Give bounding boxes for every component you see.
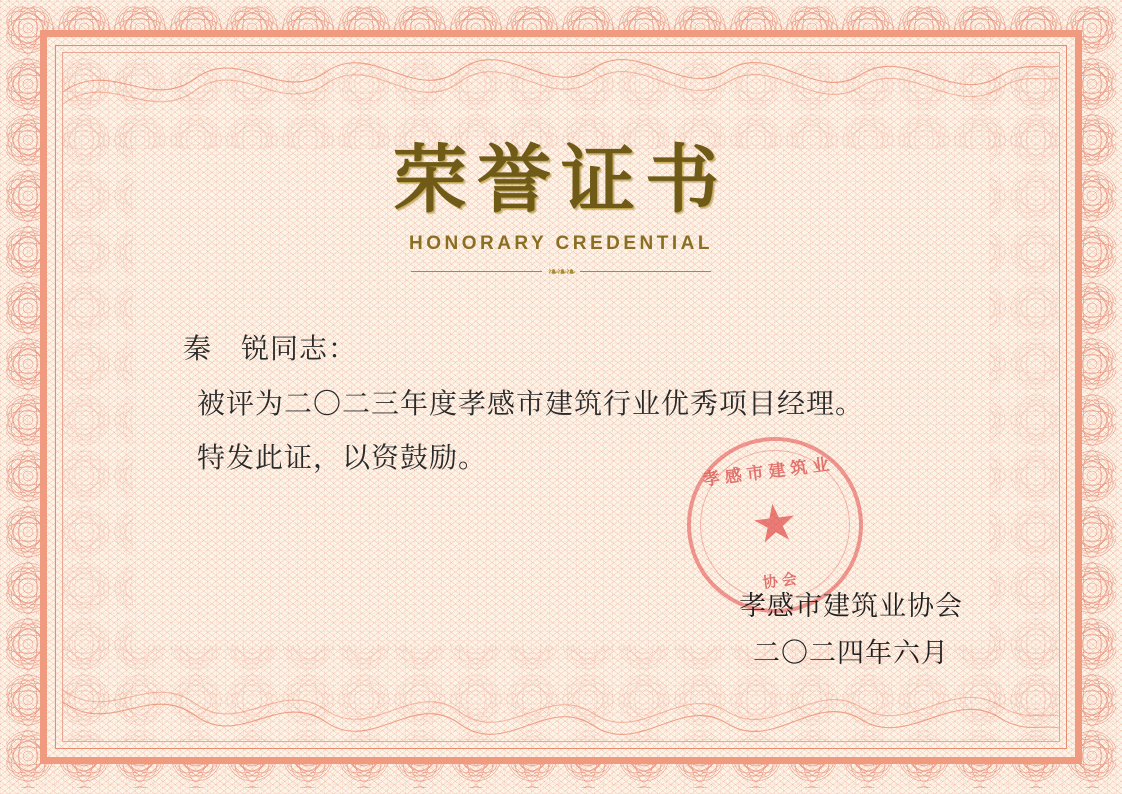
divider-line-right: [580, 271, 711, 272]
divider-line-left: [411, 271, 542, 272]
seal-star-icon: ★: [748, 493, 802, 556]
title-block: [141, 137, 981, 279]
closing-paragraph: 特发此证，以资鼓励。: [197, 441, 488, 475]
seal-top-text: 孝感市建筑业: [701, 454, 836, 490]
signature-block: [739, 583, 963, 678]
certificate-panel: [63, 53, 1059, 741]
title-divider: [411, 265, 711, 278]
recipient-salutation: 秦 锐同志：: [183, 332, 358, 365]
award-paragraph: 被评为二〇二三年度孝感市建筑行业优秀项目经理。: [197, 386, 865, 420]
certificate-body: [141, 322, 981, 486]
issue-date: 二〇二四年六月: [753, 637, 949, 669]
certificate-content: [63, 53, 1059, 741]
seal-bottom-text: 协会: [761, 570, 802, 592]
issuer-name: 孝感市建筑业协会: [739, 590, 963, 622]
certificate-title-chinese: 荣誉证书: [393, 137, 729, 223]
certificate-title-english: HONORARY CREDENTIAL: [408, 233, 713, 254]
divider-ornament-icon: ❧❧❧: [547, 264, 575, 279]
